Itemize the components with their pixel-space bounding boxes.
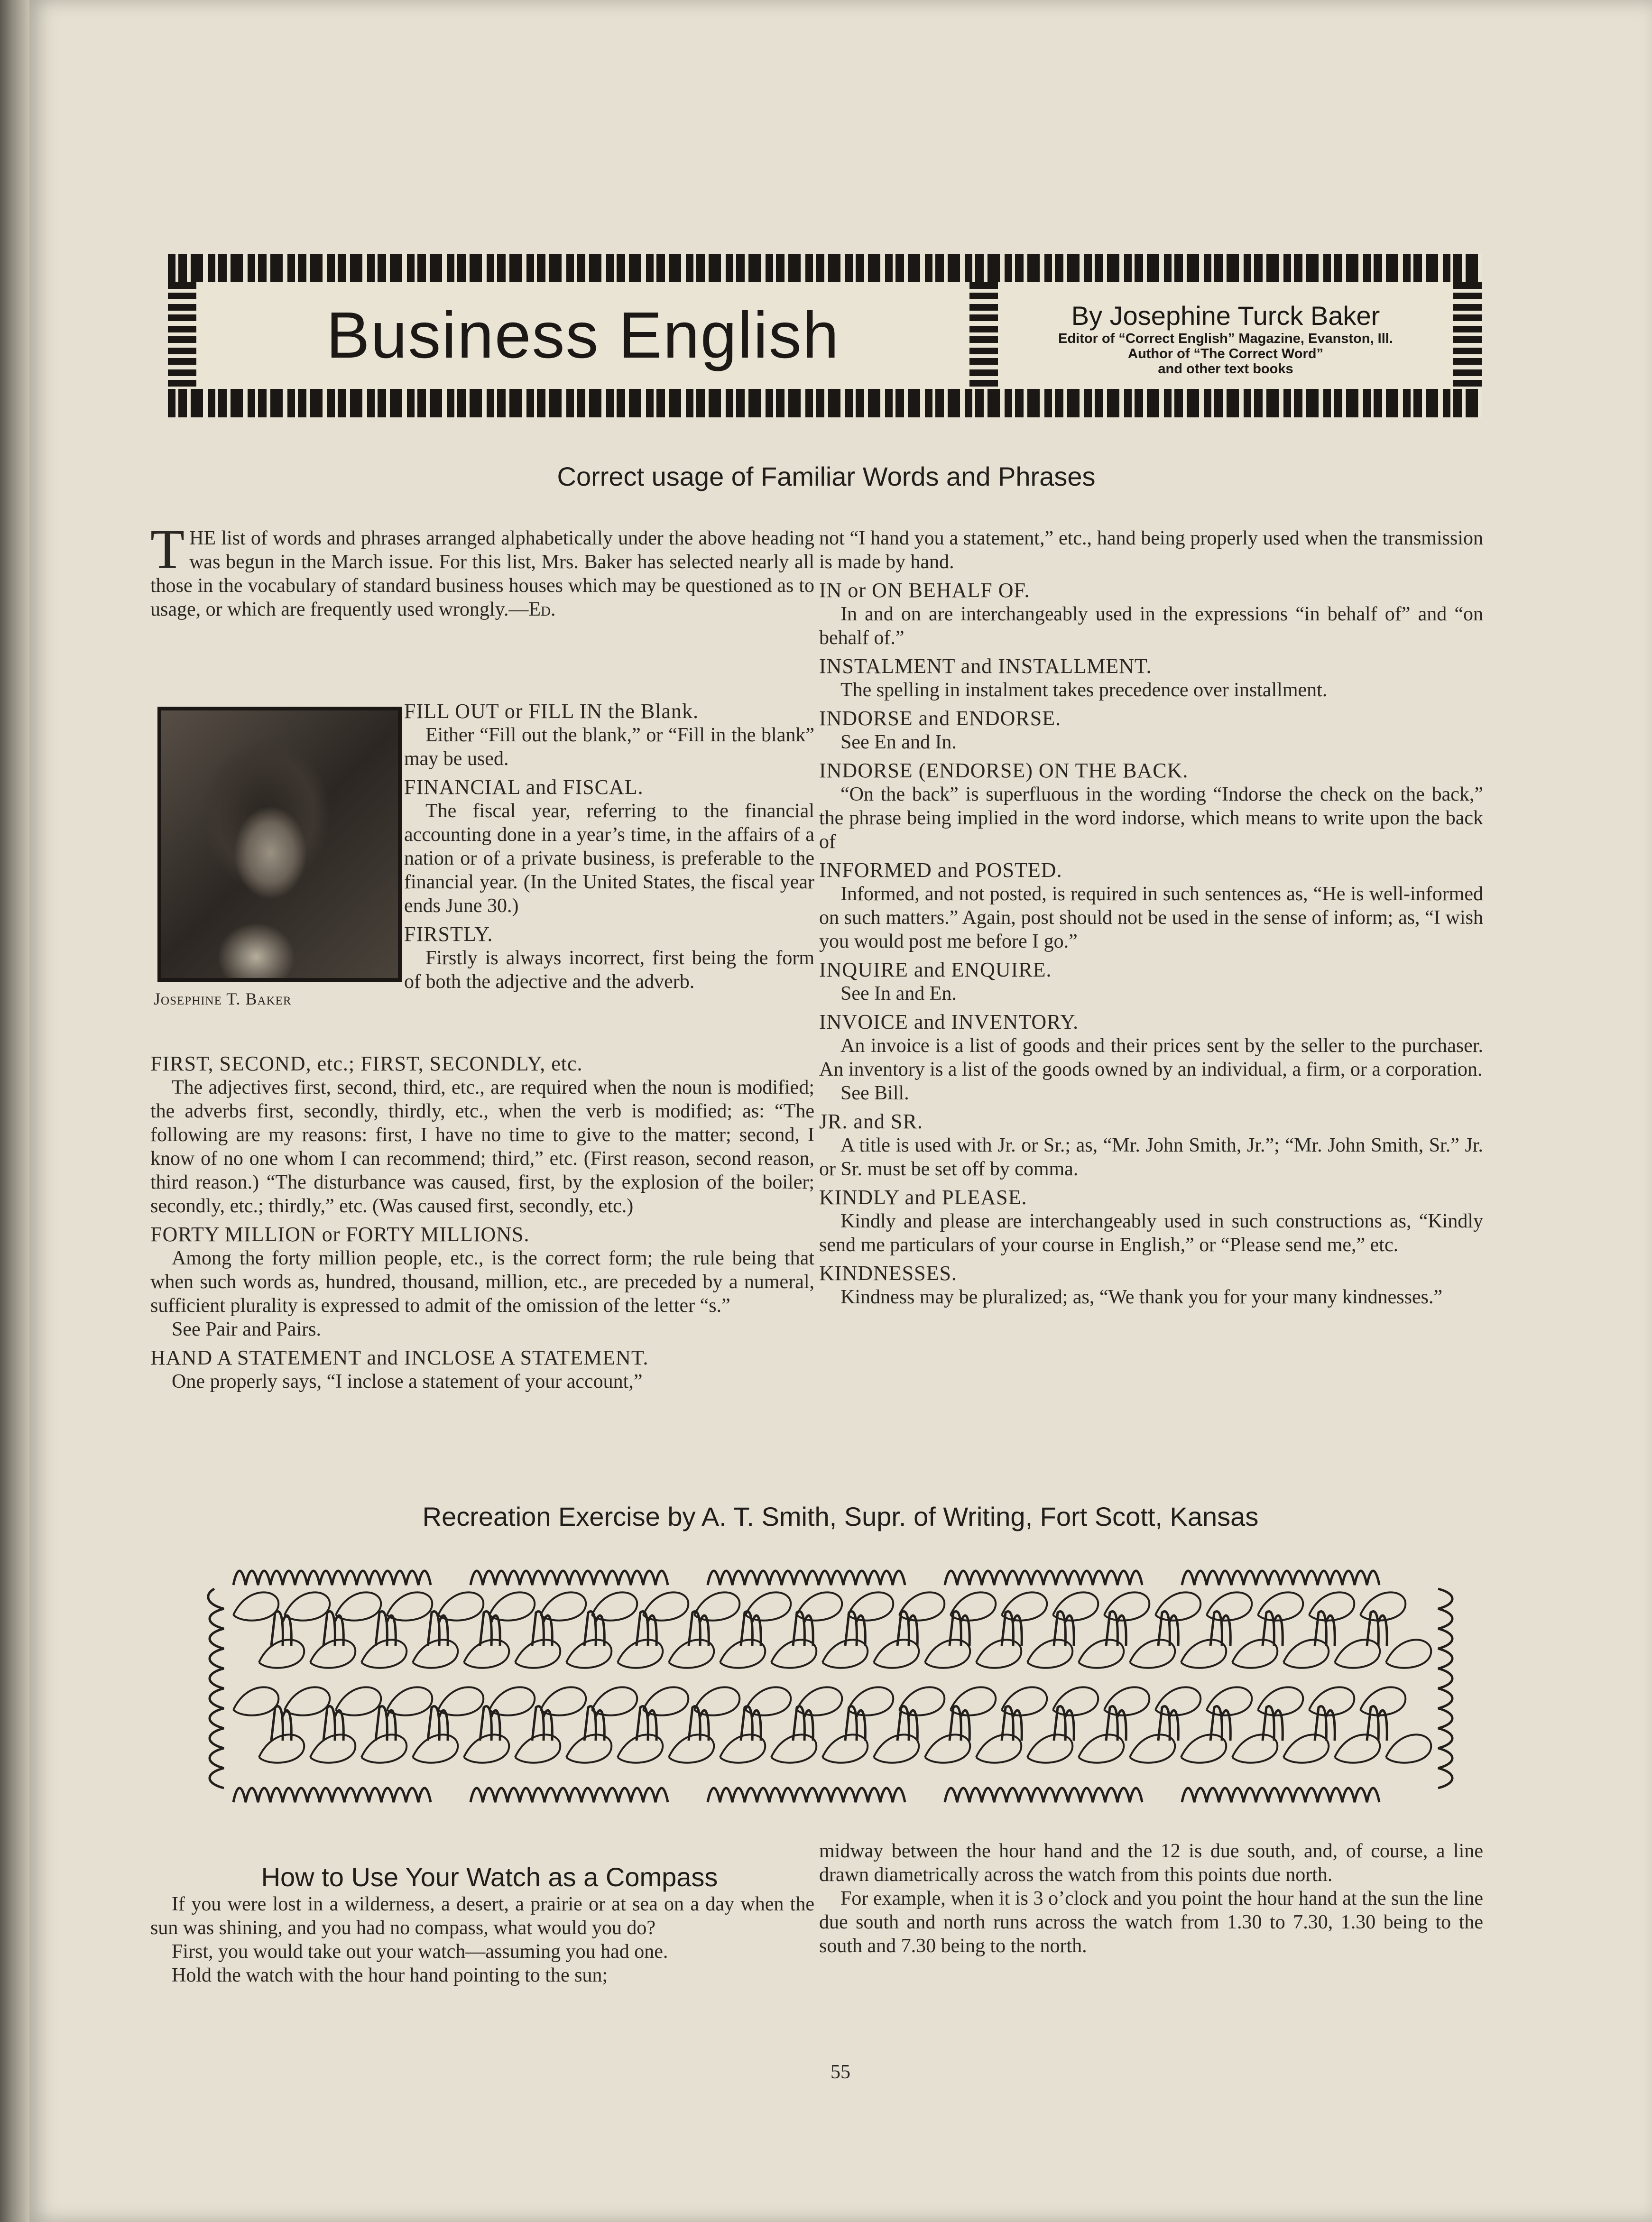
- oval-loop: [1232, 1734, 1277, 1762]
- oval-loop: [669, 1640, 714, 1668]
- entry-heading: INVOICE and INVENTORY.: [819, 1010, 1079, 1033]
- entry-text: An invoice is a list of goods and their prices sent by the seller to the purchaser. An inventory is a list of the goods owned by an individual, a firm, or a corporation.: [819, 1035, 1483, 1080]
- magazine-page: [29, 0, 1652, 2222]
- entry-text: Informed, and not posted, is required in such sentences as, “He is well-informed on such matters.” Again, post should not be used in the sense of inform; as, “I wish you would post me before I go.”: [819, 883, 1483, 952]
- oval-loop: [1386, 1734, 1431, 1762]
- oval-loop: [694, 1592, 739, 1620]
- oval-loop: [720, 1640, 765, 1668]
- ornamental-border-bottom: [168, 389, 1482, 417]
- flourish-top: [1182, 1571, 1379, 1585]
- compass-column-1: [150, 1892, 814, 1987]
- entry-heading: INSTALMENT and INSTALLMENT.: [819, 655, 1152, 678]
- intro-paragraph: [150, 518, 814, 621]
- entry-text: “On the back” is superfluous in the wording “Indorse the check on the back,” the phrase being implied in the word indorse, which means to write upon the back of: [819, 784, 1483, 853]
- flourish-right: [1438, 1589, 1452, 1788]
- flourish-bottom: [708, 1788, 905, 1802]
- oval-loop: [361, 1640, 406, 1668]
- oval-loop: [874, 1734, 919, 1762]
- oval-loop: [746, 1592, 791, 1620]
- oval-loop: [1002, 1687, 1047, 1715]
- flourish-top: [945, 1571, 1142, 1585]
- penmanship-exercise: [205, 1560, 1462, 1812]
- entry-heading: IN or ON BEHALF OF.: [819, 579, 1030, 602]
- flourish-left: [208, 1589, 224, 1788]
- page-number: 55: [831, 2061, 850, 2083]
- exercise-ovals: [233, 1592, 1431, 1762]
- oval-loop: [899, 1687, 944, 1715]
- credit-line: Author of “The Correct Word”: [1128, 346, 1323, 361]
- oval-loop: [925, 1734, 970, 1762]
- oval-loop: [976, 1734, 1021, 1762]
- entry-heading: INQUIRE and ENQUIRE.: [819, 958, 1052, 981]
- oval-loop: [1130, 1734, 1175, 1762]
- oval-loop: [336, 1687, 381, 1715]
- oval-loop: [694, 1687, 739, 1715]
- entry-heading: INFORMED and POSTED.: [819, 858, 1062, 882]
- entry-heading: HAND A STATEMENT and INCLOSE A STATEMENT.: [150, 1346, 649, 1369]
- entry-heading: KINDNESSES.: [819, 1262, 957, 1285]
- entry-text: The spelling in instalment takes precedence over installment.: [840, 679, 1328, 701]
- entry-text: The fiscal year, referring to the financial accounting done in a year’s time, in the affairs of a nation or of a private business, is preferable to the financial year. (In the United States, the fiscal year ends June 30.): [404, 800, 814, 917]
- compass-title: How to Use Your Watch as a Compass: [261, 1862, 718, 1892]
- compass-paragraph: If you were lost in a wilderness, a desert, a prairie or at sea on a day when the sun was shining, and you had no compass, what would you do?: [150, 1893, 814, 1939]
- oval-loop: [874, 1640, 919, 1668]
- oval-loop: [285, 1687, 330, 1715]
- compass-paragraph: Hold the watch with the hour hand pointing to the sun;: [172, 1964, 608, 1986]
- oval-loop: [310, 1640, 355, 1668]
- oval-loop: [464, 1734, 509, 1762]
- oval-loop: [976, 1640, 1021, 1668]
- ornamental-border-right: [1453, 282, 1482, 389]
- entry-text: For example, when it is 3 o’clock and you point the hour hand at the sun the line due south and north runs across the watch from 1.30 to 7.30, 1.30 being to the south and 7.30 being to the north.: [819, 1888, 1483, 1957]
- column-1-upper: [404, 695, 814, 994]
- oval-loop: [1335, 1734, 1380, 1762]
- oval-loop: [1053, 1687, 1098, 1715]
- oval-loop: [1283, 1640, 1329, 1668]
- oval-loop: [1130, 1640, 1175, 1668]
- oval-loop: [1104, 1592, 1149, 1620]
- oval-loop: [1002, 1592, 1047, 1620]
- entry-text: See In and En.: [840, 983, 957, 1005]
- oval-loop: [1053, 1592, 1098, 1620]
- exercise-title: Recreation Exercise by A. T. Smith, Supr. of Writing, Fort Scott, Kansas: [422, 1502, 1259, 1531]
- entry-heading: FILL OUT or FILL IN the Blank.: [404, 700, 699, 723]
- oval-loop: [951, 1687, 996, 1715]
- oval-loop: [413, 1640, 458, 1668]
- editor-mark: Ed.: [528, 599, 556, 620]
- portrait-photo: [157, 707, 402, 982]
- entry-heading: FIRST, SECOND, etc.; FIRST, SECONDLY, etc.: [150, 1052, 583, 1075]
- oval-loop: [746, 1687, 791, 1715]
- book-gutter: [0, 0, 29, 2222]
- ornamental-border-left: [168, 282, 196, 389]
- entry-text: See Bill.: [840, 1082, 909, 1104]
- flourish-bottom: [1182, 1788, 1379, 1802]
- compass-column-2: [819, 1839, 1483, 1958]
- page-title: Business English: [326, 299, 840, 372]
- intro-text: HE list of words and phrases arranged alphabetically under the above heading was begun in the March issue. For this list, Mrs. Baker has selected nearly all those in the vocabulary of standard business houses which may be questioned as to usage, or which are frequently used wrongly.—: [150, 527, 814, 620]
- entry-text: A title is used with Jr. or Sr.; as, “Mr. John Smith, Jr.”; “Mr. John Smith, Sr.” Jr. or Sr. must be set off by comma.: [819, 1134, 1483, 1180]
- exercise-letters: [271, 1612, 1387, 1741]
- oval-loop: [413, 1734, 458, 1762]
- oval-loop: [720, 1734, 765, 1762]
- entry-heading: INDORSE (ENDORSE) ON THE BACK.: [819, 759, 1189, 782]
- oval-loop: [1232, 1640, 1277, 1668]
- oval-loop: [310, 1734, 355, 1762]
- entry-text: One properly says, “I inclose a statement of your account,”: [172, 1371, 643, 1392]
- entry-text: See Pair and Pairs.: [172, 1318, 321, 1340]
- portrait-image: [161, 710, 398, 978]
- credit-line: and other text books: [1158, 361, 1293, 377]
- entry-text: Kindness may be pluralized; as, “We thank you for your many kindnesses.”: [840, 1286, 1443, 1308]
- entry-text: Either “Fill out the blank,” or “Fill in the blank” may be used.: [404, 724, 814, 770]
- article-subtitle: Correct usage of Familiar Words and Phrases: [557, 461, 1096, 491]
- ornamental-border-top: [168, 254, 1482, 282]
- oval-loop: [515, 1640, 560, 1668]
- oval-loop: [669, 1734, 714, 1762]
- flourish-top: [708, 1571, 905, 1585]
- drop-cap: T: [150, 518, 185, 580]
- portrait-caption: Josephine T. Baker: [154, 989, 292, 1008]
- oval-loop: [925, 1640, 970, 1668]
- entry-heading: FORTY MILLION or FORTY MILLIONS.: [150, 1223, 530, 1246]
- entry-heading: JR. and SR.: [819, 1110, 923, 1133]
- oval-loop: [1386, 1640, 1431, 1668]
- flourish-bottom: [233, 1788, 431, 1802]
- entry-heading: INDORSE and ENDORSE.: [819, 707, 1061, 730]
- entry-heading: FIRSTLY.: [404, 922, 493, 946]
- exercise-top-row: [233, 1571, 1379, 1585]
- oval-loop: [233, 1687, 278, 1715]
- oval-loop: [1335, 1640, 1380, 1668]
- flourish-top: [471, 1571, 668, 1585]
- compass-paragraph: First, you would take out your watch—assuming you had one.: [172, 1941, 668, 1963]
- oval-loop: [233, 1592, 278, 1620]
- oval-loop: [515, 1734, 560, 1762]
- oval-loop: [361, 1734, 406, 1762]
- entry-text: Among the forty million people, etc., is the correct form; the rule being that when such words as, hundred, thousand, million, etc., are preceded by a numeral, sufficient plurality is expressed to admit of the omission of the letter “s.”: [150, 1247, 814, 1317]
- oval-loop: [899, 1592, 944, 1620]
- entry-heading: FINANCIAL and FISCAL.: [404, 775, 644, 799]
- flourish-top: [233, 1571, 431, 1585]
- entry-continuation: not “I hand you a statement,” etc., hand being properly used when the transmission is made by hand.: [819, 527, 1483, 573]
- exercise-bottom-row: [233, 1788, 1379, 1802]
- oval-loop: [1181, 1734, 1226, 1762]
- entry-text: Firstly is always incorrect, first being the form of both the adjective and the adverb.: [404, 947, 814, 993]
- oval-loop: [1283, 1734, 1329, 1762]
- entry-text: The adjectives first, second, third, etc., are required when the noun is modified; the adverbs first, secondly, thirdly, etc., when the verb is modified; as: “The following are my reasons: first, I have no time to give to the matter; second, I know of no one whom I can recommend; third,” etc. (First reason, second reason, third reason.) “The disturbance was caused, first, by the explosion of the boiler; secondly, etc.; thirdly,” etc. (Was caused first, secondly, etc.): [150, 1077, 814, 1217]
- oval-loop: [285, 1592, 330, 1620]
- column-2: [819, 526, 1483, 1309]
- oval-loop: [951, 1592, 996, 1620]
- oval-loop: [464, 1640, 509, 1668]
- entry-text: See En and In.: [840, 731, 957, 753]
- author-box: [998, 282, 1453, 389]
- entry-text: In and on are interchangeably used in the expressions “in behalf of” and “on behalf of.”: [819, 603, 1483, 649]
- flourish-bottom: [945, 1788, 1142, 1802]
- oval-loop: [1181, 1640, 1226, 1668]
- entry-continuation: midway between the hour hand and the 12 is due south, and, of course, a line drawn diametrically across the watch from this points due north.: [819, 1840, 1483, 1886]
- credit-line: Editor of “Correct English” Magazine, Evanston, Ill.: [1058, 331, 1393, 346]
- flourish-bottom: [471, 1788, 668, 1802]
- entry-heading: KINDLY and PLEASE.: [819, 1186, 1027, 1209]
- byline: By Josephine Turck Baker: [1071, 301, 1380, 331]
- entry-text: Kindly and please are interchangeably used in such constructions as, “Kindly send me particulars of your course in English,” or “Please send me,” etc.: [819, 1210, 1483, 1256]
- column-1-lower: [150, 1047, 814, 1393]
- oval-loop: [1104, 1687, 1149, 1715]
- ornamental-border-divider: [969, 282, 998, 389]
- header-banner: [168, 254, 1482, 417]
- oval-loop: [336, 1592, 381, 1620]
